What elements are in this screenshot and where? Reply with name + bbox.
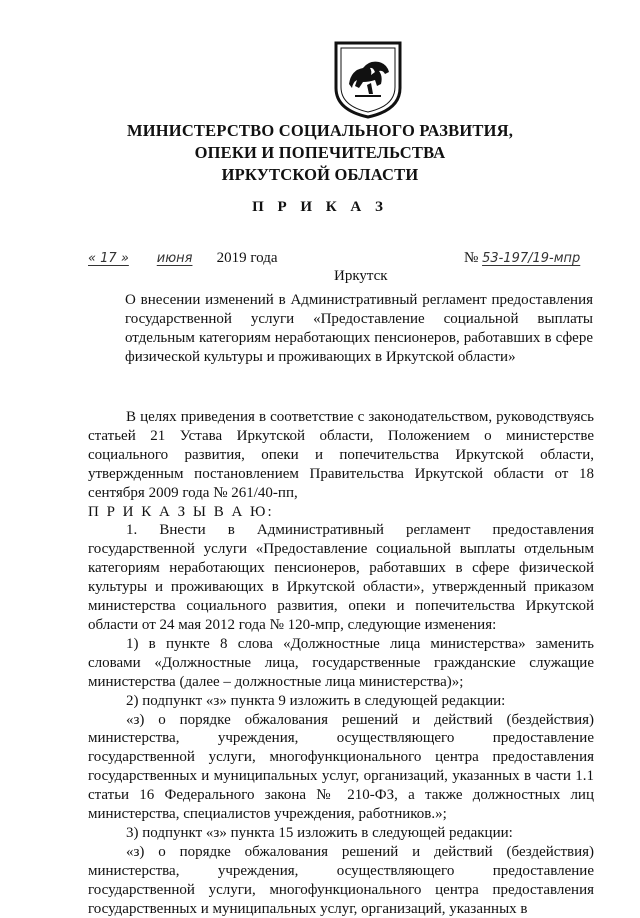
sub-item-2-paragraph: 2) подпункт «з» пункта 9 изложить в следующей редакции: [126, 692, 506, 709]
order-city: Иркутск [334, 268, 388, 284]
preamble-paragraph: В целях приведения в соответствие с законодательством, руководствуясь статьей 21 Устава Иркутской области, Положением о министерстве социального развития, опеки и попечительства Иркутской области, утвержденным постановлением Правительства Иркутской области от 18 сентября 2009 года № 261/40-пп, [88, 409, 594, 501]
irkutsk-coat-of-arms-icon [333, 40, 403, 120]
order-number-label: № [464, 250, 479, 266]
ministry-name-line2: ОПЕКИ И ПОПЕЧИТЕЛЬСТВА [194, 143, 446, 162]
sub-item-2-text: «з) о порядке обжалования решений и действий (бездействия) министерства, учреждения, осуществляющего предоставление государственной услуги, многофункционального центра предоставления государственных и муниципальных услуг, организаций, указанных в части 1.1 статьи 16 Федерального закона № 210-ФЗ, а также должностных лиц министерства, специалистов учреждения, работников.»; [88, 711, 594, 823]
sub-item-3-paragraph: 3) подпункт «з» пункта 15 изложить в следующей редакции: [126, 824, 513, 841]
order-date-month: июня [156, 251, 193, 266]
ministry-name-line1: МИНИСТЕРСТВО СОЦИАЛЬНОГО РАЗВИТИЯ, [126, 121, 514, 140]
ministry-name-line3: ИРКУТСКОЙ ОБЛАСТИ [221, 165, 419, 184]
order-number [464, 250, 580, 267]
item-1-paragraph: 1. Внести в Административный регламент предоставления государственной услуги «Предоставление социальной выплаты отдельным категориям неработающих пенсионеров, работавших в сфере физической культуры и проживающих в Иркутской области», утвержденный приказом министерства социального развития, опеки и попечительства Иркутской области от 24 мая 2012 года № 120-мпр, следующие изменения: [88, 522, 594, 633]
order-date-year: 2019 года [216, 250, 278, 266]
order-date [88, 250, 278, 267]
sub-item-3-text: «з) о порядке обжалования решений и действий (бездействия) министерства, учреждения, осуществляющего предоставление государственной услуги, многофункционального центра предоставления государственных и муниципальных услуг, организаций, указанных в [88, 843, 594, 917]
decree-word: П Р И К А З Ы В А Ю: [88, 503, 274, 520]
sub-item-1-paragraph: 1) в пункте 8 слова «Должностные лица министерства» заменить словами «Должностные лица, государственные гражданские служащие министерства (далее – должностные лица министерства)»; [88, 635, 594, 690]
order-title: П Р И К А З [252, 199, 388, 215]
order-number-value: 53-197/19-мпр [482, 251, 581, 266]
order-body [88, 408, 594, 918]
order-date-day: « 17 » [88, 251, 129, 266]
order-subject: О внесении изменений в Административный регламент предоставления государственной услуги «Предоставление социальной выплаты отдельным категориям неработающих пенсионеров, работавших в сфере физической культуры и проживающих в Иркутской области» [125, 292, 593, 365]
